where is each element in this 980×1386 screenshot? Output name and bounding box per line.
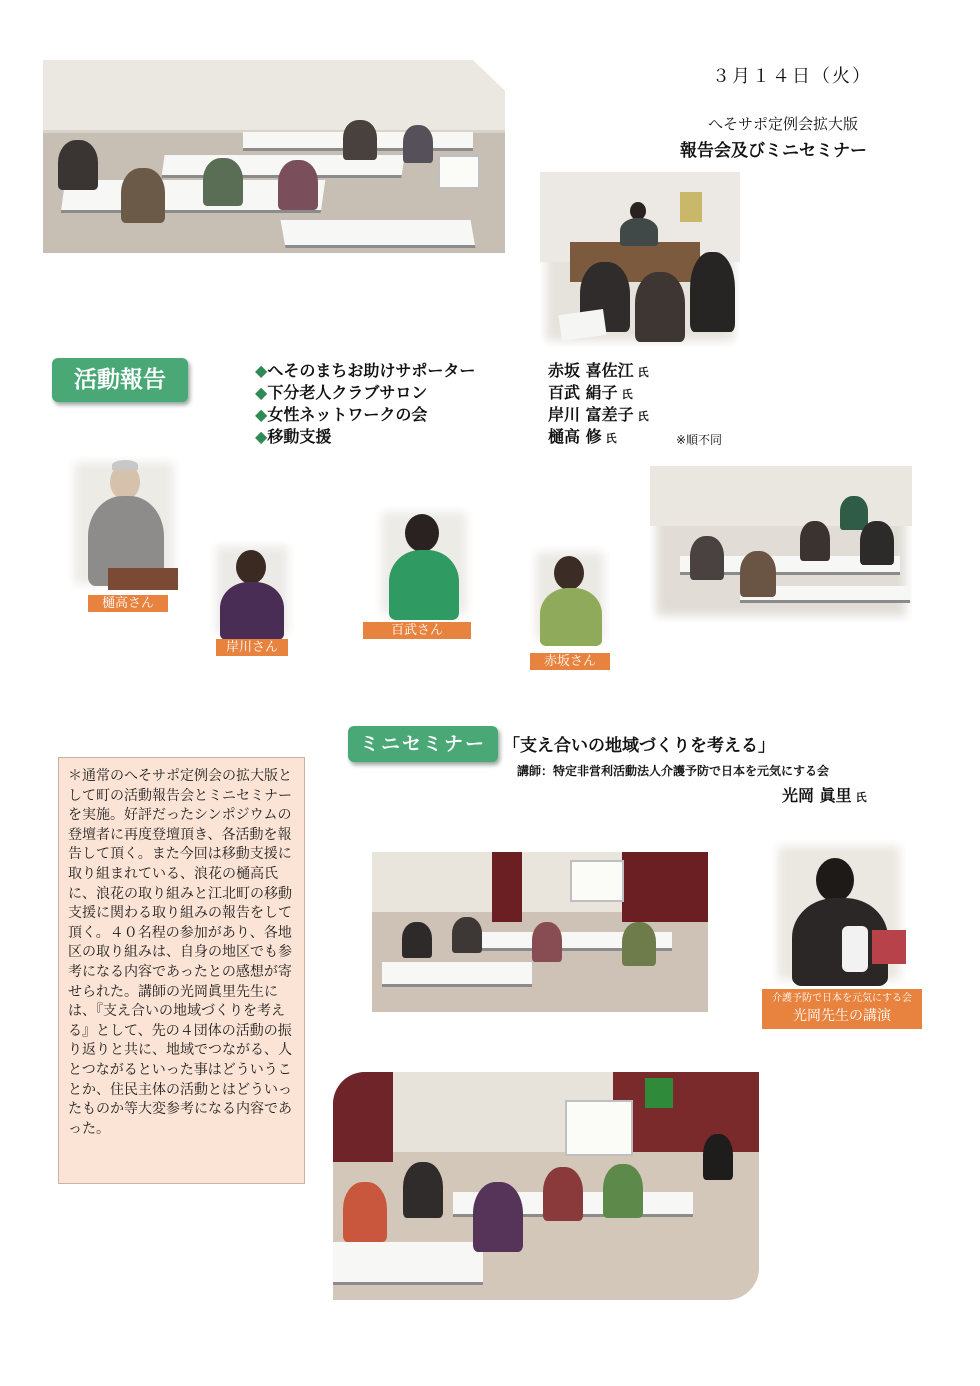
- diamond-bullet-icon: ◆: [255, 383, 268, 402]
- presenter-name: 樋高 修 氏: [548, 427, 617, 446]
- activity-item: [255, 426, 475, 448]
- lecturer-caption-org: 介護予防で日本を元気にする会: [772, 993, 912, 1004]
- activity-item-title: 女性ネットワークの会: [267, 405, 428, 424]
- photo-presenter-kishikawa: [210, 540, 294, 640]
- event-date: ３月１４日（火）: [712, 66, 872, 87]
- caption-hyakutake: 百武さん: [363, 622, 471, 639]
- activity-item-title: 移動支援: [267, 427, 332, 446]
- photo-presenter-hidaka: [68, 456, 180, 590]
- mini-seminar-badge: ミニセミナー: [348, 726, 498, 762]
- diamond-bullet-icon: ◆: [255, 405, 268, 424]
- photo-classroom-overview: [43, 60, 505, 253]
- photo-lecturer: [772, 840, 906, 986]
- presenter-names: [548, 360, 649, 448]
- activity-item: [255, 382, 475, 404]
- activity-item-title: 下分老人クラブサロン: [267, 383, 428, 402]
- event-title: 報告会及びミニセミナー: [680, 141, 867, 161]
- caption-kishikawa: 岸川さん: [216, 639, 288, 656]
- photo-hall-screen: [372, 852, 708, 1012]
- lecturer-name: 光岡 眞里 氏: [782, 786, 867, 805]
- seminar-title: 「支え合いの地域づくりを考える」: [503, 736, 775, 756]
- caption-hidaka: 樋高さん: [88, 595, 168, 612]
- diamond-bullet-icon: ◆: [255, 427, 268, 446]
- presenter-name: 百武 絹子 氏: [548, 383, 633, 402]
- event-subtitle: へそサポ定例会拡大版: [708, 115, 859, 133]
- presenter-name: 赤坂 喜佐江 氏: [548, 361, 649, 380]
- lecturer-caption: [762, 989, 922, 1029]
- activity-items: [255, 360, 475, 448]
- lecturer-affiliation: 講師：特定非営利活動法人介護予防で日本を元気にする会: [517, 764, 830, 778]
- activity-item: [255, 404, 475, 426]
- order-note: ※順不同: [676, 433, 723, 447]
- photo-presenter-hyakutake: [375, 506, 473, 620]
- caption-akasaka: 赤坂さん: [530, 653, 610, 670]
- lecturer-caption-title: 光岡先生の講演: [793, 1008, 891, 1024]
- activity-item: [255, 360, 475, 382]
- photo-speaker-lectern: [540, 172, 740, 347]
- presenter-name: 岸川 富差子 氏: [548, 405, 649, 424]
- photo-presenter-akasaka: [530, 546, 610, 646]
- diamond-bullet-icon: ◆: [255, 361, 268, 380]
- activity-report-badge: 活動報告: [52, 358, 188, 402]
- seminar-summary: ＊通常のへそサポ定例会の拡大版として町の活動報告会とミニセミナーを実施。好評だったシンポジウムの登壇者に再度登壇頂き、各活動を報告して頂く。また今回は移動支援に取り組まれている、浪花の樋高氏に、浪花の取り組みと江北町の移動支援に関わる取り組みの報告をして頂く。４０名程の参加があり、各地区の取り組みは、自身の地区でも参考になる内容であったとの感想が寄せられた。講師の光岡眞里先生には、『支え合いの地域づくりを考える』として、先の４団体の活動の振り返りと共に、地域でつながる、人とつながるといった事はどういうことか、住民主体の活動とはどういったものか等大変参考になる内容であった。: [58, 757, 305, 1184]
- photo-audience-right: [650, 466, 912, 622]
- photo-lecture-hall: [333, 1072, 759, 1300]
- activity-item-title: へそのまちお助けサポーター: [267, 361, 476, 380]
